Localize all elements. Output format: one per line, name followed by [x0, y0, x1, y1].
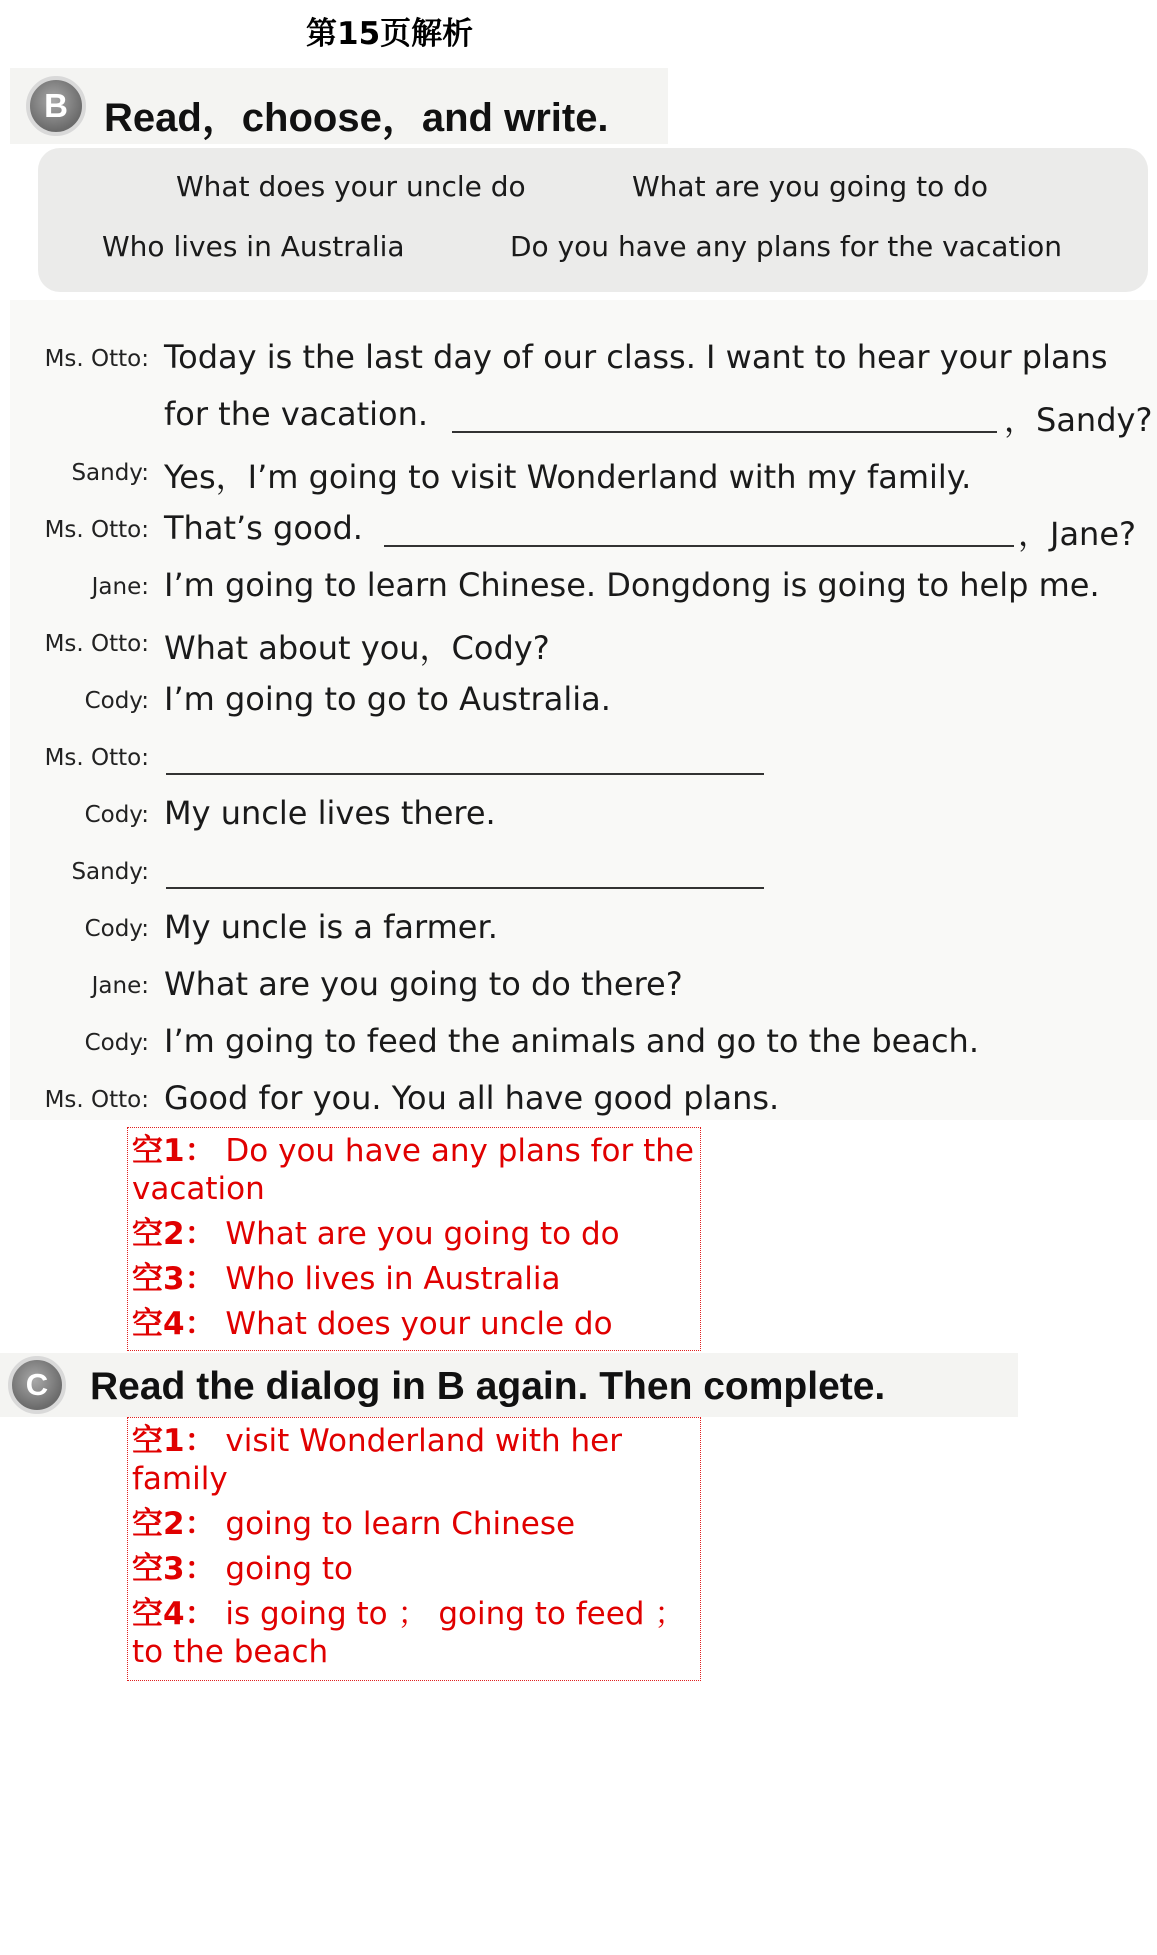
utterance: What are you going to do there? — [164, 965, 683, 1003]
answer-item — [132, 1505, 696, 1543]
answer-item — [132, 1595, 696, 1671]
word-bank-phrase: What are you going to do — [632, 170, 989, 203]
answer-label: 空2： — [132, 1506, 216, 1542]
answer-text: Do you have any plans for the vacation — [132, 1133, 694, 1207]
section-b-badge: B — [26, 76, 86, 136]
answer-text: going to learn Chinese — [215, 1506, 576, 1542]
answer-text: going to — [215, 1551, 353, 1587]
answer-text: Who lives in Australia — [215, 1261, 561, 1297]
answer-blank-2[interactable] — [384, 545, 1014, 547]
dialog-line — [0, 503, 1157, 553]
utterance: Yes，I’m going to visit Wonderland with my family. — [164, 458, 972, 496]
speaker-label: Cody: — [84, 1030, 149, 1056]
answer-blank-1[interactable] — [452, 431, 997, 433]
section-c-header — [0, 1353, 1018, 1417]
utterance-suffix: ，Jane? — [1018, 515, 1137, 553]
dialog-line — [0, 1073, 1157, 1123]
dialog-line — [0, 1016, 1157, 1066]
section-b-instruction: Read，choose，and write. — [104, 96, 609, 140]
utterance: I’m going to learn Chinese. Dongdong is going to help me. — [164, 566, 1100, 604]
section-c-badge: C — [8, 1356, 66, 1414]
word-bank-phrase: Who lives in Australia — [102, 230, 405, 263]
answer-label: 空4： — [132, 1306, 216, 1342]
utterance: I’m going to feed the animals and go to the beach. — [164, 1022, 979, 1060]
speaker-label: Jane: — [91, 574, 149, 600]
answer-item — [132, 1422, 696, 1498]
dialog-line — [0, 731, 1157, 781]
answer-label: 空3： — [132, 1551, 216, 1587]
utterance-suffix: ，Sandy? — [1004, 401, 1153, 439]
utterance: I’m going to go to Australia. — [164, 680, 611, 718]
dialog-line — [0, 389, 1157, 439]
word-bank-phrase: Do you have any plans for the vacation — [510, 230, 1063, 263]
utterance: What about you，Cody? — [164, 629, 550, 667]
dialog-line — [0, 617, 1157, 667]
page-title: 第15页解析 — [306, 16, 474, 52]
speaker-label: Ms. Otto: — [44, 346, 149, 372]
utterance: for the vacation. — [164, 395, 429, 433]
answer-label: 空4： — [132, 1596, 216, 1632]
speaker-label: Sandy: — [71, 460, 149, 486]
answer-label: 空2： — [132, 1216, 216, 1252]
dialog-line — [0, 674, 1157, 724]
word-bank-phrase: What does your uncle do — [176, 170, 526, 203]
answer-item — [132, 1550, 696, 1588]
answer-text: What does your uncle do — [215, 1306, 613, 1342]
dialog-line — [0, 788, 1157, 838]
answer-label: 空1： — [132, 1133, 216, 1169]
section-c-answer-box — [127, 1417, 701, 1681]
dialog-line — [0, 560, 1157, 610]
speaker-label: Jane: — [91, 973, 149, 999]
answer-item — [132, 1305, 696, 1343]
utterance: Today is the last day of our class. I want to hear your plans — [164, 338, 1108, 376]
answer-text: is going to ； going to feed ；to the beach — [132, 1596, 686, 1670]
answer-text: visit Wonderland with her family — [132, 1423, 622, 1497]
speaker-label: Ms. Otto: — [44, 631, 149, 657]
section-b-header — [10, 68, 668, 144]
answer-item — [132, 1260, 696, 1298]
dialog-line — [0, 845, 1157, 895]
answer-label: 空3： — [132, 1261, 216, 1297]
dialog-line — [0, 332, 1157, 382]
utterance: My uncle lives there. — [164, 794, 496, 832]
answer-item — [132, 1215, 696, 1253]
answer-blank-4[interactable] — [166, 887, 764, 889]
speaker-label: Ms. Otto: — [44, 517, 149, 543]
word-bank — [38, 148, 1148, 292]
answer-label: 空1： — [132, 1423, 216, 1459]
speaker-label: Sandy: — [71, 859, 149, 885]
speaker-label: Cody: — [84, 688, 149, 714]
answer-blank-3[interactable] — [166, 773, 764, 775]
dialog-line — [0, 446, 1157, 496]
dialog-line — [0, 959, 1157, 1009]
section-c-instruction: Read the dialog in B again. Then complete. — [90, 1365, 886, 1408]
dialog-line — [0, 902, 1157, 952]
section-b-answer-box — [127, 1127, 701, 1351]
speaker-label: Ms. Otto: — [44, 1087, 149, 1113]
utterance: My uncle is a farmer. — [164, 908, 498, 946]
speaker-label: Cody: — [84, 802, 149, 828]
answer-item — [132, 1132, 696, 1208]
speaker-label: Cody: — [84, 916, 149, 942]
answer-text: What are you going to do — [215, 1216, 620, 1252]
utterance: That’s good. — [164, 509, 363, 547]
speaker-label: Ms. Otto: — [44, 745, 149, 771]
utterance: Good for you. You all have good plans. — [164, 1079, 780, 1117]
